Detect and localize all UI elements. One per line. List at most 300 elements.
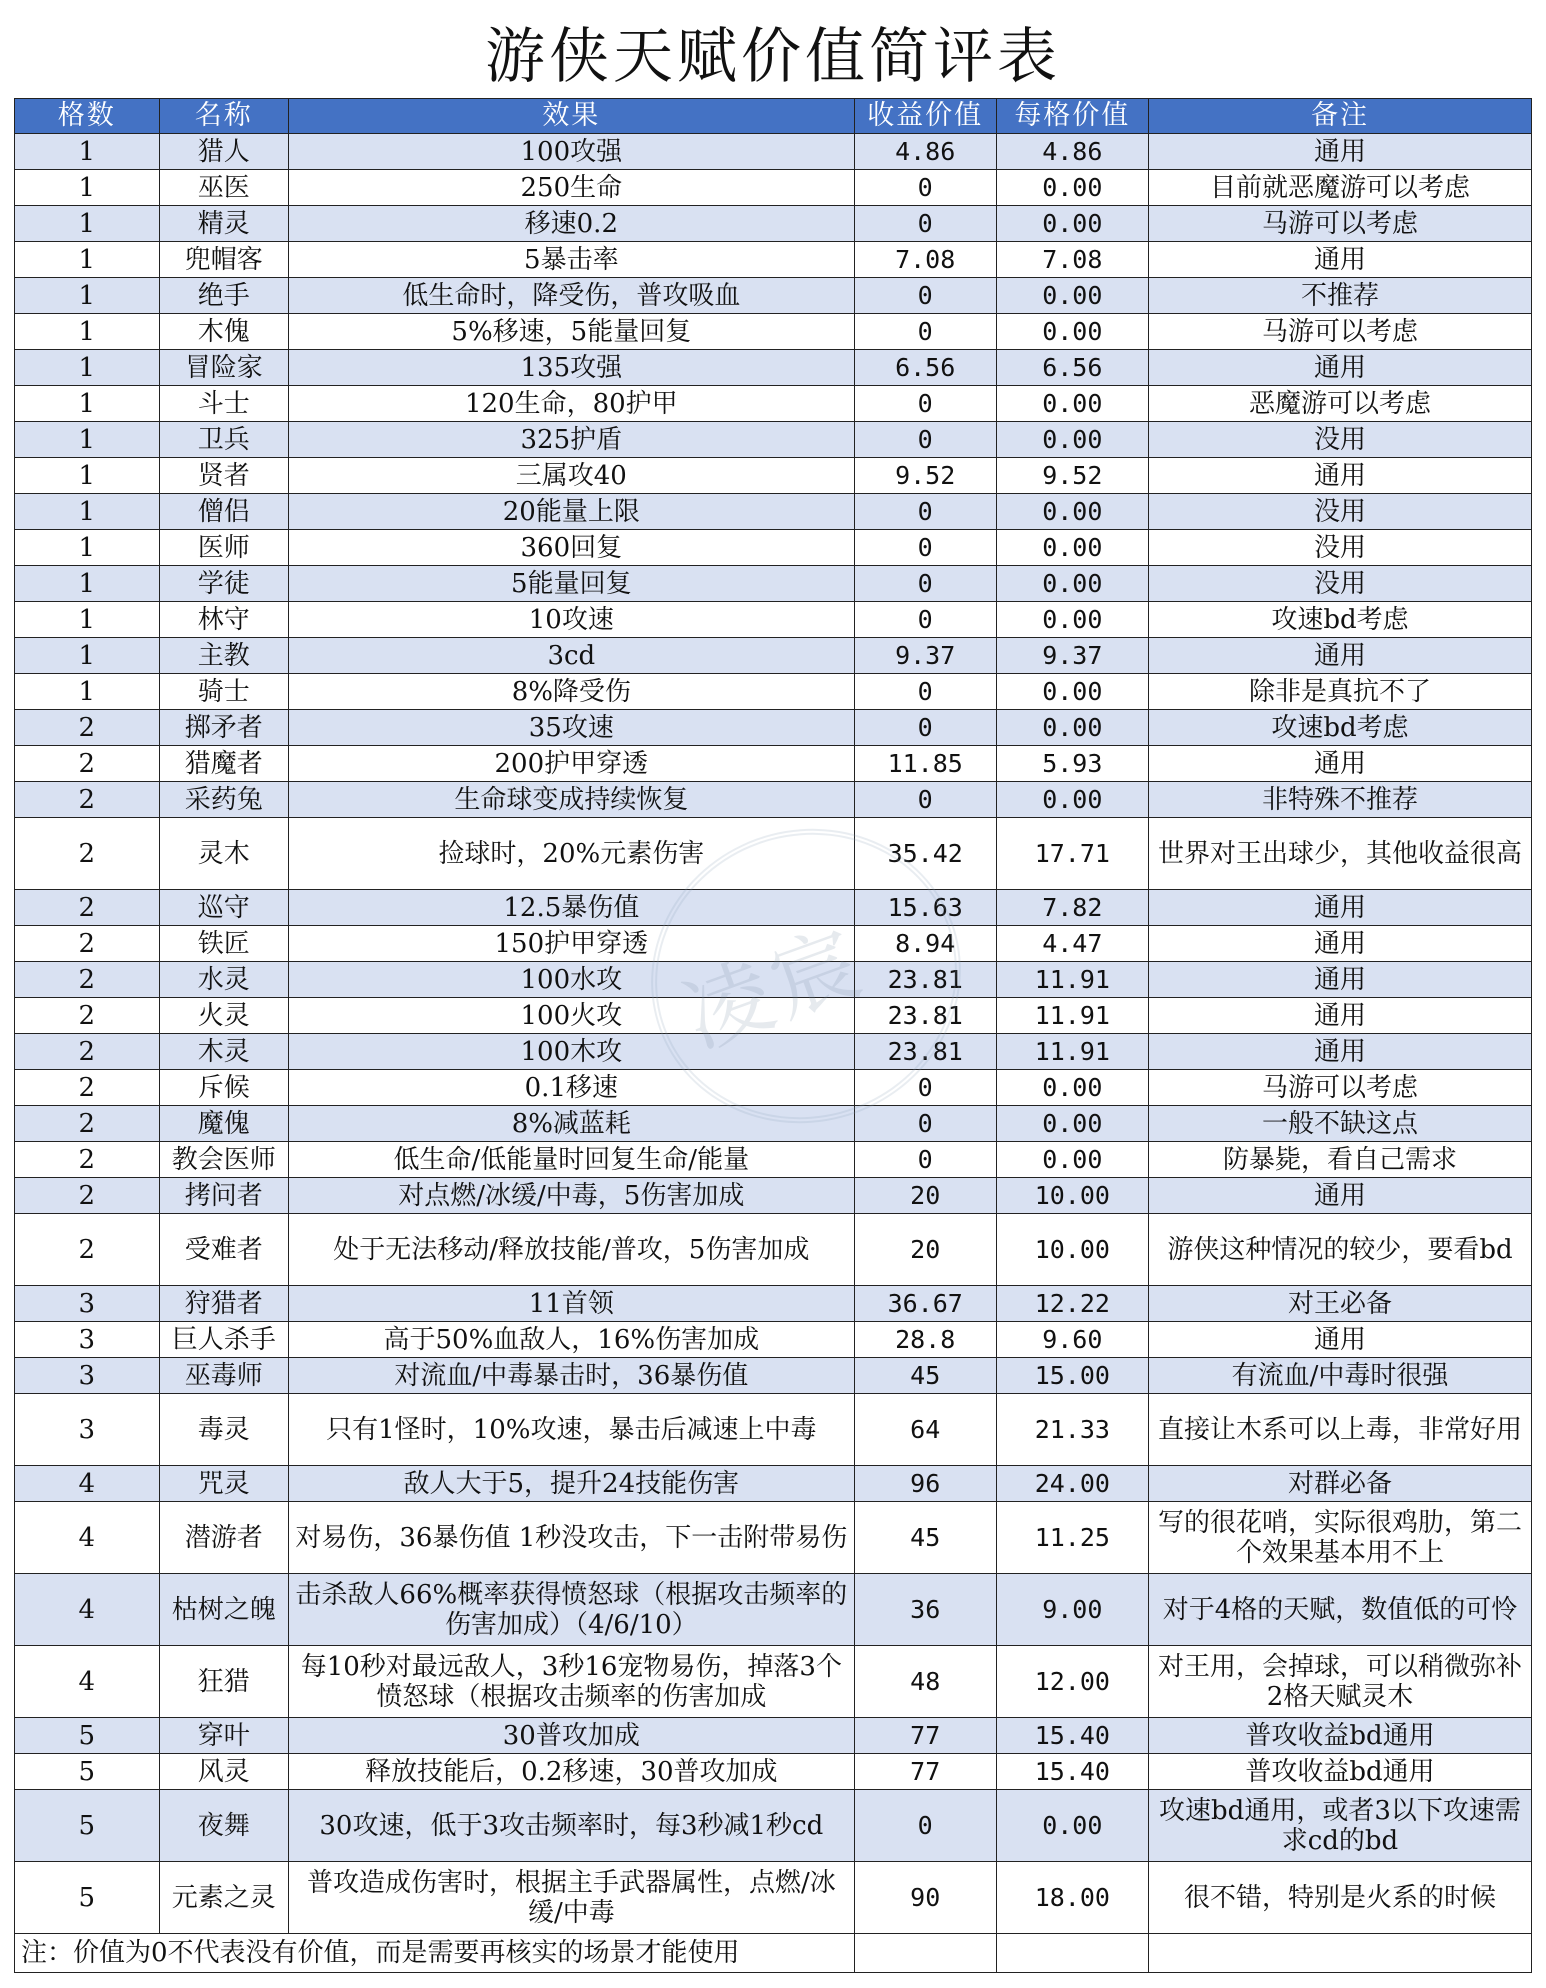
cell-note[interactable]: 通用	[1148, 1034, 1531, 1070]
cell-value[interactable]: 0	[854, 710, 996, 746]
cell-note[interactable]: 普攻收益bd通用	[1148, 1754, 1531, 1790]
footnote-row	[15, 1934, 1532, 1973]
cell-note[interactable]: 通用	[1148, 458, 1531, 494]
table-row	[15, 926, 1532, 962]
cell-name[interactable]: 采药兔	[159, 782, 288, 818]
cell-note[interactable]: 通用	[1148, 926, 1531, 962]
cell-value[interactable]: 6.56	[854, 350, 996, 386]
cell-per-grid[interactable]: 15.40	[996, 1718, 1148, 1754]
cell-effect[interactable]: 0.1移速	[288, 1070, 854, 1106]
cell-name[interactable]: 拷问者	[159, 1178, 288, 1214]
cell-effect[interactable]: 135攻强	[288, 350, 854, 386]
cell-per-grid[interactable]: 0.00	[996, 710, 1148, 746]
cell-effect[interactable]: 处于无法移动/释放技能/普攻，5伤害加成	[288, 1214, 854, 1286]
cell-grid[interactable]: 2	[15, 1034, 160, 1070]
cell-value[interactable]: 23.81	[854, 962, 996, 998]
cell-grid[interactable]: 1	[15, 314, 160, 350]
cell-per-grid[interactable]: 0.00	[996, 314, 1148, 350]
cell-value[interactable]: 36	[854, 1574, 996, 1646]
cell-per-grid[interactable]: 0.00	[996, 1070, 1148, 1106]
cell-name[interactable]: 掷矛者	[159, 710, 288, 746]
cell-effect[interactable]: 敌人大于5，提升24技能伤害	[288, 1466, 854, 1502]
cell-grid[interactable]: 1	[15, 350, 160, 386]
cell-per-grid[interactable]: 0.00	[996, 782, 1148, 818]
cell-note[interactable]: 很不错，特别是火系的时候	[1148, 1862, 1531, 1934]
cell-note[interactable]: 对王用，会掉球，可以稍微弥补2格天赋灵木	[1148, 1646, 1531, 1718]
cell-name[interactable]: 巨人杀手	[159, 1322, 288, 1358]
cell-note[interactable]: 攻速bd通用，或者3以下攻速需求cd的bd	[1148, 1790, 1531, 1862]
table-row	[15, 1286, 1532, 1322]
cell-value[interactable]: 77	[854, 1718, 996, 1754]
cell-grid[interactable]: 2	[15, 818, 160, 890]
cell-value[interactable]: 11.85	[854, 746, 996, 782]
cell-note[interactable]: 写的很花哨，实际很鸡肋，第二个效果基本用不上	[1148, 1502, 1531, 1574]
cell-value[interactable]: 28.8	[854, 1322, 996, 1358]
cell-value[interactable]: 15.63	[854, 890, 996, 926]
cell-value[interactable]: 20	[854, 1178, 996, 1214]
cell-grid[interactable]: 4	[15, 1646, 160, 1718]
cell-per-grid[interactable]: 10.00	[996, 1178, 1148, 1214]
cell-grid[interactable]: 5	[15, 1862, 160, 1934]
table-row	[15, 494, 1532, 530]
cell-name[interactable]: 巡守	[159, 890, 288, 926]
cell-per-grid[interactable]: 0.00	[996, 566, 1148, 602]
table-row	[15, 278, 1532, 314]
cell-name[interactable]: 火灵	[159, 998, 288, 1034]
cell-per-grid[interactable]: 9.60	[996, 1322, 1148, 1358]
cell-per-grid[interactable]: 11.91	[996, 962, 1148, 998]
cell-per-grid[interactable]: 0.00	[996, 422, 1148, 458]
cell-per-grid[interactable]: 0.00	[996, 170, 1148, 206]
cell-value[interactable]: 0	[854, 1790, 996, 1862]
cell-grid[interactable]: 1	[15, 602, 160, 638]
cell-name[interactable]: 元素之灵	[159, 1862, 288, 1934]
cell-effect[interactable]: 3cd	[288, 638, 854, 674]
col-header-note[interactable]: 备注	[1148, 99, 1531, 134]
cell-value[interactable]: 45	[854, 1358, 996, 1394]
cell-note[interactable]: 攻速bd考虑	[1148, 602, 1531, 638]
cell-name[interactable]: 卫兵	[159, 422, 288, 458]
cell-note[interactable]: 没用	[1148, 566, 1531, 602]
cell-note[interactable]: 没用	[1148, 422, 1531, 458]
cell-grid[interactable]: 2	[15, 962, 160, 998]
footnote-empty-cell[interactable]	[1148, 1934, 1531, 1973]
cell-effect[interactable]: 100火攻	[288, 998, 854, 1034]
header-row	[15, 99, 1532, 134]
cell-per-grid[interactable]: 11.91	[996, 1034, 1148, 1070]
table-row	[15, 746, 1532, 782]
cell-grid[interactable]: 1	[15, 638, 160, 674]
cell-value[interactable]: 0	[854, 206, 996, 242]
cell-per-grid[interactable]: 7.08	[996, 242, 1148, 278]
cell-grid[interactable]: 2	[15, 1178, 160, 1214]
cell-grid[interactable]: 2	[15, 1106, 160, 1142]
cell-note[interactable]: 不推荐	[1148, 278, 1531, 314]
table-row	[15, 890, 1532, 926]
cell-value[interactable]: 36.67	[854, 1286, 996, 1322]
table-row	[15, 1718, 1532, 1754]
cell-grid[interactable]: 2	[15, 782, 160, 818]
table-row	[15, 962, 1532, 998]
cell-value[interactable]: 7.08	[854, 242, 996, 278]
col-header-per-grid[interactable]: 每格价值	[996, 99, 1148, 134]
cell-name[interactable]: 水灵	[159, 962, 288, 998]
cell-name[interactable]: 木傀	[159, 314, 288, 350]
cell-effect[interactable]: 100木攻	[288, 1034, 854, 1070]
table-row	[15, 1394, 1532, 1466]
cell-per-grid[interactable]: 5.93	[996, 746, 1148, 782]
cell-grid[interactable]: 5	[15, 1718, 160, 1754]
cell-value[interactable]: 0	[854, 494, 996, 530]
cell-effect[interactable]: 10攻速	[288, 602, 854, 638]
talent-table	[14, 98, 1532, 1973]
cell-effect[interactable]: 对易伤，36暴伤值 1秒没攻击，下一击附带易伤	[288, 1502, 854, 1574]
cell-note[interactable]: 非特殊不推荐	[1148, 782, 1531, 818]
cell-value[interactable]: 23.81	[854, 998, 996, 1034]
cell-value[interactable]: 48	[854, 1646, 996, 1718]
cell-name[interactable]: 僧侣	[159, 494, 288, 530]
cell-grid[interactable]: 1	[15, 278, 160, 314]
table-row	[15, 1106, 1532, 1142]
cell-effect[interactable]: 释放技能后，0.2移速，30普攻加成	[288, 1754, 854, 1790]
cell-name[interactable]: 枯树之魄	[159, 1574, 288, 1646]
table-row	[15, 818, 1532, 890]
cell-grid[interactable]: 2	[15, 926, 160, 962]
cell-value[interactable]: 64	[854, 1394, 996, 1466]
cell-note[interactable]: 除非是真抗不了	[1148, 674, 1531, 710]
cell-name[interactable]: 狩猎者	[159, 1286, 288, 1322]
cell-value[interactable]: 45	[854, 1502, 996, 1574]
cell-note[interactable]: 游侠这种情况的较少，要看bd	[1148, 1214, 1531, 1286]
cell-effect[interactable]: 325护盾	[288, 422, 854, 458]
cell-value[interactable]: 90	[854, 1862, 996, 1934]
cell-note[interactable]: 通用	[1148, 746, 1531, 782]
cell-per-grid[interactable]: 4.47	[996, 926, 1148, 962]
cell-grid[interactable]: 1	[15, 206, 160, 242]
cell-note[interactable]: 对王必备	[1148, 1286, 1531, 1322]
cell-grid[interactable]: 1	[15, 494, 160, 530]
cell-effect[interactable]: 只有1怪时，10%攻速，暴击后减速上中毒	[288, 1394, 854, 1466]
table-row	[15, 422, 1532, 458]
cell-note[interactable]: 目前就恶魔游可以考虑	[1148, 170, 1531, 206]
cell-note[interactable]: 通用	[1148, 1178, 1531, 1214]
cell-per-grid[interactable]: 0.00	[996, 530, 1148, 566]
cell-name[interactable]: 贤者	[159, 458, 288, 494]
cell-grid[interactable]: 3	[15, 1394, 160, 1466]
cell-per-grid[interactable]: 12.22	[996, 1286, 1148, 1322]
cell-note[interactable]: 有流血/中毒时很强	[1148, 1358, 1531, 1394]
cell-value[interactable]: 23.81	[854, 1034, 996, 1070]
spreadsheet	[14, 6, 1532, 1973]
cell-name[interactable]: 骑士	[159, 674, 288, 710]
cell-name[interactable]: 学徒	[159, 566, 288, 602]
cell-grid[interactable]: 4	[15, 1502, 160, 1574]
cell-grid[interactable]: 2	[15, 998, 160, 1034]
cell-per-grid[interactable]: 24.00	[996, 1466, 1148, 1502]
cell-name[interactable]: 木灵	[159, 1034, 288, 1070]
cell-effect[interactable]: 5%移速，5能量回复	[288, 314, 854, 350]
cell-effect[interactable]: 100攻强	[288, 134, 854, 170]
cell-per-grid[interactable]: 21.33	[996, 1394, 1148, 1466]
cell-grid[interactable]: 4	[15, 1466, 160, 1502]
cell-name[interactable]: 咒灵	[159, 1466, 288, 1502]
table-row	[15, 530, 1532, 566]
cell-per-grid[interactable]: 11.91	[996, 998, 1148, 1034]
cell-per-grid[interactable]: 15.00	[996, 1358, 1148, 1394]
cell-grid[interactable]: 1	[15, 530, 160, 566]
table-row	[15, 386, 1532, 422]
cell-effect[interactable]: 生命球变成持续恢复	[288, 782, 854, 818]
cell-name[interactable]: 精灵	[159, 206, 288, 242]
table-row	[15, 1322, 1532, 1358]
cell-name[interactable]: 风灵	[159, 1754, 288, 1790]
cell-per-grid[interactable]: 17.71	[996, 818, 1148, 890]
cell-effect[interactable]: 20能量上限	[288, 494, 854, 530]
cell-name[interactable]: 斥候	[159, 1070, 288, 1106]
cell-per-grid[interactable]: 0.00	[996, 278, 1148, 314]
table-row	[15, 1754, 1532, 1790]
cell-grid[interactable]: 1	[15, 458, 160, 494]
cell-note[interactable]: 没用	[1148, 494, 1531, 530]
cell-per-grid[interactable]: 0.00	[996, 386, 1148, 422]
cell-note[interactable]: 通用	[1148, 890, 1531, 926]
cell-name[interactable]: 铁匠	[159, 926, 288, 962]
cell-value[interactable]: 0	[854, 674, 996, 710]
cell-note[interactable]: 马游可以考虑	[1148, 206, 1531, 242]
cell-per-grid[interactable]: 12.00	[996, 1646, 1148, 1718]
table-row	[15, 206, 1532, 242]
cell-name[interactable]: 主教	[159, 638, 288, 674]
cell-effect[interactable]: 对流血/中毒暴击时，36暴伤值	[288, 1358, 854, 1394]
table-row	[15, 710, 1532, 746]
cell-per-grid[interactable]: 18.00	[996, 1862, 1148, 1934]
cell-grid[interactable]: 3	[15, 1286, 160, 1322]
cell-value[interactable]: 0	[854, 1142, 996, 1178]
cell-effect[interactable]: 高于50%血敌人，16%伤害加成	[288, 1322, 854, 1358]
cell-per-grid[interactable]: 0.00	[996, 1790, 1148, 1862]
cell-effect[interactable]: 30攻速，低于3攻击频率时，每3秒减1秒cd	[288, 1790, 854, 1862]
table-row	[15, 1646, 1532, 1718]
cell-effect[interactable]: 11首领	[288, 1286, 854, 1322]
table-row	[15, 1070, 1532, 1106]
table-row	[15, 170, 1532, 206]
cell-name[interactable]: 狂猎	[159, 1646, 288, 1718]
cell-note[interactable]: 马游可以考虑	[1148, 1070, 1531, 1106]
cell-grid[interactable]: 1	[15, 170, 160, 206]
table-row	[15, 1502, 1532, 1574]
cell-grid[interactable]: 4	[15, 1574, 160, 1646]
cell-note[interactable]: 世界对王出球少，其他收益很高	[1148, 818, 1531, 890]
cell-effect[interactable]: 5能量回复	[288, 566, 854, 602]
cell-grid[interactable]: 2	[15, 1142, 160, 1178]
table-row	[15, 1034, 1532, 1070]
cell-grid[interactable]: 1	[15, 386, 160, 422]
cell-value[interactable]: 77	[854, 1754, 996, 1790]
cell-name[interactable]: 潜游者	[159, 1502, 288, 1574]
cell-effect[interactable]: 35攻速	[288, 710, 854, 746]
cell-grid[interactable]: 1	[15, 242, 160, 278]
cell-grid[interactable]: 1	[15, 134, 160, 170]
cell-note[interactable]: 一般不缺这点	[1148, 1106, 1531, 1142]
cell-effect[interactable]: 捡球时，20%元素伤害	[288, 818, 854, 890]
table-row	[15, 1466, 1532, 1502]
cell-name[interactable]: 受难者	[159, 1214, 288, 1286]
cell-value[interactable]: 35.42	[854, 818, 996, 890]
cell-grid[interactable]: 2	[15, 1070, 160, 1106]
cell-note[interactable]: 通用	[1148, 998, 1531, 1034]
footnote-empty-cell[interactable]	[996, 1934, 1148, 1973]
cell-value[interactable]: 0	[854, 530, 996, 566]
cell-effect[interactable]: 三属攻40	[288, 458, 854, 494]
cell-note[interactable]: 直接让木系可以上毒，非常好用	[1148, 1394, 1531, 1466]
cell-grid[interactable]: 3	[15, 1322, 160, 1358]
cell-name[interactable]: 林守	[159, 602, 288, 638]
cell-note[interactable]: 普攻收益bd通用	[1148, 1718, 1531, 1754]
cell-effect[interactable]: 150护甲穿透	[288, 926, 854, 962]
cell-effect[interactable]: 360回复	[288, 530, 854, 566]
cell-name[interactable]: 教会医师	[159, 1142, 288, 1178]
cell-name[interactable]: 夜舞	[159, 1790, 288, 1862]
col-header-effect[interactable]: 效果	[288, 99, 854, 134]
cell-name[interactable]: 魔傀	[159, 1106, 288, 1142]
cell-grid[interactable]: 5	[15, 1790, 160, 1862]
footnote-empty-cell[interactable]	[854, 1934, 996, 1973]
cell-effect[interactable]: 每10秒对最远敌人，3秒16宠物易伤，掉落3个愤怒球（根据攻击频率的伤害加成	[288, 1646, 854, 1718]
cell-effect[interactable]: 100水攻	[288, 962, 854, 998]
cell-value[interactable]: 20	[854, 1214, 996, 1286]
cell-per-grid[interactable]: 0.00	[996, 494, 1148, 530]
cell-value[interactable]: 0	[854, 566, 996, 602]
cell-effect[interactable]: 5暴击率	[288, 242, 854, 278]
cell-per-grid[interactable]: 9.52	[996, 458, 1148, 494]
cell-note[interactable]: 马游可以考虑	[1148, 314, 1531, 350]
cell-grid[interactable]: 1	[15, 566, 160, 602]
cell-name[interactable]: 冒险家	[159, 350, 288, 386]
cell-effect[interactable]: 低生命/低能量时回复生命/能量	[288, 1142, 854, 1178]
cell-per-grid[interactable]: 0.00	[996, 674, 1148, 710]
cell-name[interactable]: 猎人	[159, 134, 288, 170]
cell-note[interactable]: 通用	[1148, 242, 1531, 278]
cell-per-grid[interactable]: 6.56	[996, 350, 1148, 386]
cell-value[interactable]: 0	[854, 314, 996, 350]
table-row	[15, 458, 1532, 494]
cell-grid[interactable]: 2	[15, 746, 160, 782]
cell-effect[interactable]: 30普攻加成	[288, 1718, 854, 1754]
table-row	[15, 242, 1532, 278]
cell-note[interactable]: 对于4格的天赋，数值低的可怜	[1148, 1574, 1531, 1646]
cell-note[interactable]: 攻速bd考虑	[1148, 710, 1531, 746]
cell-value[interactable]: 0	[854, 602, 996, 638]
cell-note[interactable]: 通用	[1148, 134, 1531, 170]
cell-name[interactable]: 穿叶	[159, 1718, 288, 1754]
col-header-grid[interactable]: 格数	[15, 99, 160, 134]
table-row	[15, 566, 1532, 602]
cell-effect[interactable]: 120生命，80护甲	[288, 386, 854, 422]
cell-name[interactable]: 巫医	[159, 170, 288, 206]
cell-value[interactable]: 0	[854, 386, 996, 422]
cell-effect[interactable]: 移速0.2	[288, 206, 854, 242]
cell-grid[interactable]: 1	[15, 674, 160, 710]
cell-per-grid[interactable]: 0.00	[996, 1106, 1148, 1142]
cell-value[interactable]: 0	[854, 1106, 996, 1142]
cell-name[interactable]: 斗士	[159, 386, 288, 422]
cell-grid[interactable]: 2	[15, 890, 160, 926]
cell-per-grid[interactable]: 0.00	[996, 602, 1148, 638]
table-row	[15, 1862, 1532, 1934]
cell-grid[interactable]: 5	[15, 1754, 160, 1790]
cell-name[interactable]: 毒灵	[159, 1394, 288, 1466]
cell-per-grid[interactable]: 15.40	[996, 1754, 1148, 1790]
cell-name[interactable]: 巫毒师	[159, 1358, 288, 1394]
cell-per-grid[interactable]: 0.00	[996, 1142, 1148, 1178]
cell-value[interactable]: 0	[854, 278, 996, 314]
cell-effect[interactable]: 普攻造成伤害时，根据主手武器属性，点燃/冰缓/中毒	[288, 1862, 854, 1934]
cell-value[interactable]: 0	[854, 422, 996, 458]
cell-grid[interactable]: 1	[15, 422, 160, 458]
cell-name[interactable]: 医师	[159, 530, 288, 566]
cell-per-grid[interactable]: 9.00	[996, 1574, 1148, 1646]
cell-value[interactable]: 0	[854, 1070, 996, 1106]
table-row	[15, 350, 1532, 386]
col-header-value[interactable]: 收益价值	[854, 99, 996, 134]
cell-value[interactable]: 9.52	[854, 458, 996, 494]
col-header-name[interactable]: 名称	[159, 99, 288, 134]
cell-note[interactable]: 通用	[1148, 350, 1531, 386]
cell-name[interactable]: 灵木	[159, 818, 288, 890]
cell-grid[interactable]: 2	[15, 710, 160, 746]
table-row	[15, 602, 1532, 638]
cell-note[interactable]: 通用	[1148, 962, 1531, 998]
cell-value[interactable]: 9.37	[854, 638, 996, 674]
cell-effect[interactable]: 12.5暴伤值	[288, 890, 854, 926]
cell-effect[interactable]: 对点燃/冰缓/中毒，5伤害加成	[288, 1178, 854, 1214]
cell-note[interactable]: 没用	[1148, 530, 1531, 566]
cell-value[interactable]: 4.86	[854, 134, 996, 170]
cell-effect[interactable]: 低生命时，降受伤，普攻吸血	[288, 278, 854, 314]
cell-name[interactable]: 猎魔者	[159, 746, 288, 782]
cell-effect[interactable]: 8%降受伤	[288, 674, 854, 710]
cell-value[interactable]: 8.94	[854, 926, 996, 962]
table-row	[15, 674, 1532, 710]
cell-per-grid[interactable]: 10.00	[996, 1214, 1148, 1286]
cell-effect[interactable]: 击杀敌人66%概率获得愤怒球（根据攻击频率的伤害加成）（4/6/10）	[288, 1574, 854, 1646]
cell-value[interactable]: 0	[854, 170, 996, 206]
cell-per-grid[interactable]: 4.86	[996, 134, 1148, 170]
table-row	[15, 1574, 1532, 1646]
cell-per-grid[interactable]: 7.82	[996, 890, 1148, 926]
cell-grid[interactable]: 2	[15, 1214, 160, 1286]
cell-effect[interactable]: 250生命	[288, 170, 854, 206]
cell-per-grid[interactable]: 0.00	[996, 206, 1148, 242]
table-row	[15, 1142, 1532, 1178]
cell-name[interactable]: 绝手	[159, 278, 288, 314]
cell-grid[interactable]: 3	[15, 1358, 160, 1394]
cell-note[interactable]: 通用	[1148, 638, 1531, 674]
cell-value[interactable]: 0	[854, 782, 996, 818]
table-row	[15, 1214, 1532, 1286]
footnote[interactable]: 注：价值为0不代表没有价值，而是需要再核实的场景才能使用	[15, 1934, 855, 1973]
cell-per-grid[interactable]: 9.37	[996, 638, 1148, 674]
cell-note[interactable]: 对群必备	[1148, 1466, 1531, 1502]
cell-effect[interactable]: 200护甲穿透	[288, 746, 854, 782]
cell-note[interactable]: 通用	[1148, 1322, 1531, 1358]
cell-effect[interactable]: 8%减蓝耗	[288, 1106, 854, 1142]
cell-note[interactable]: 恶魔游可以考虑	[1148, 386, 1531, 422]
cell-per-grid[interactable]: 11.25	[996, 1502, 1148, 1574]
cell-value[interactable]: 96	[854, 1466, 996, 1502]
cell-name[interactable]: 兜帽客	[159, 242, 288, 278]
cell-note[interactable]: 防暴毙，看自己需求	[1148, 1142, 1531, 1178]
